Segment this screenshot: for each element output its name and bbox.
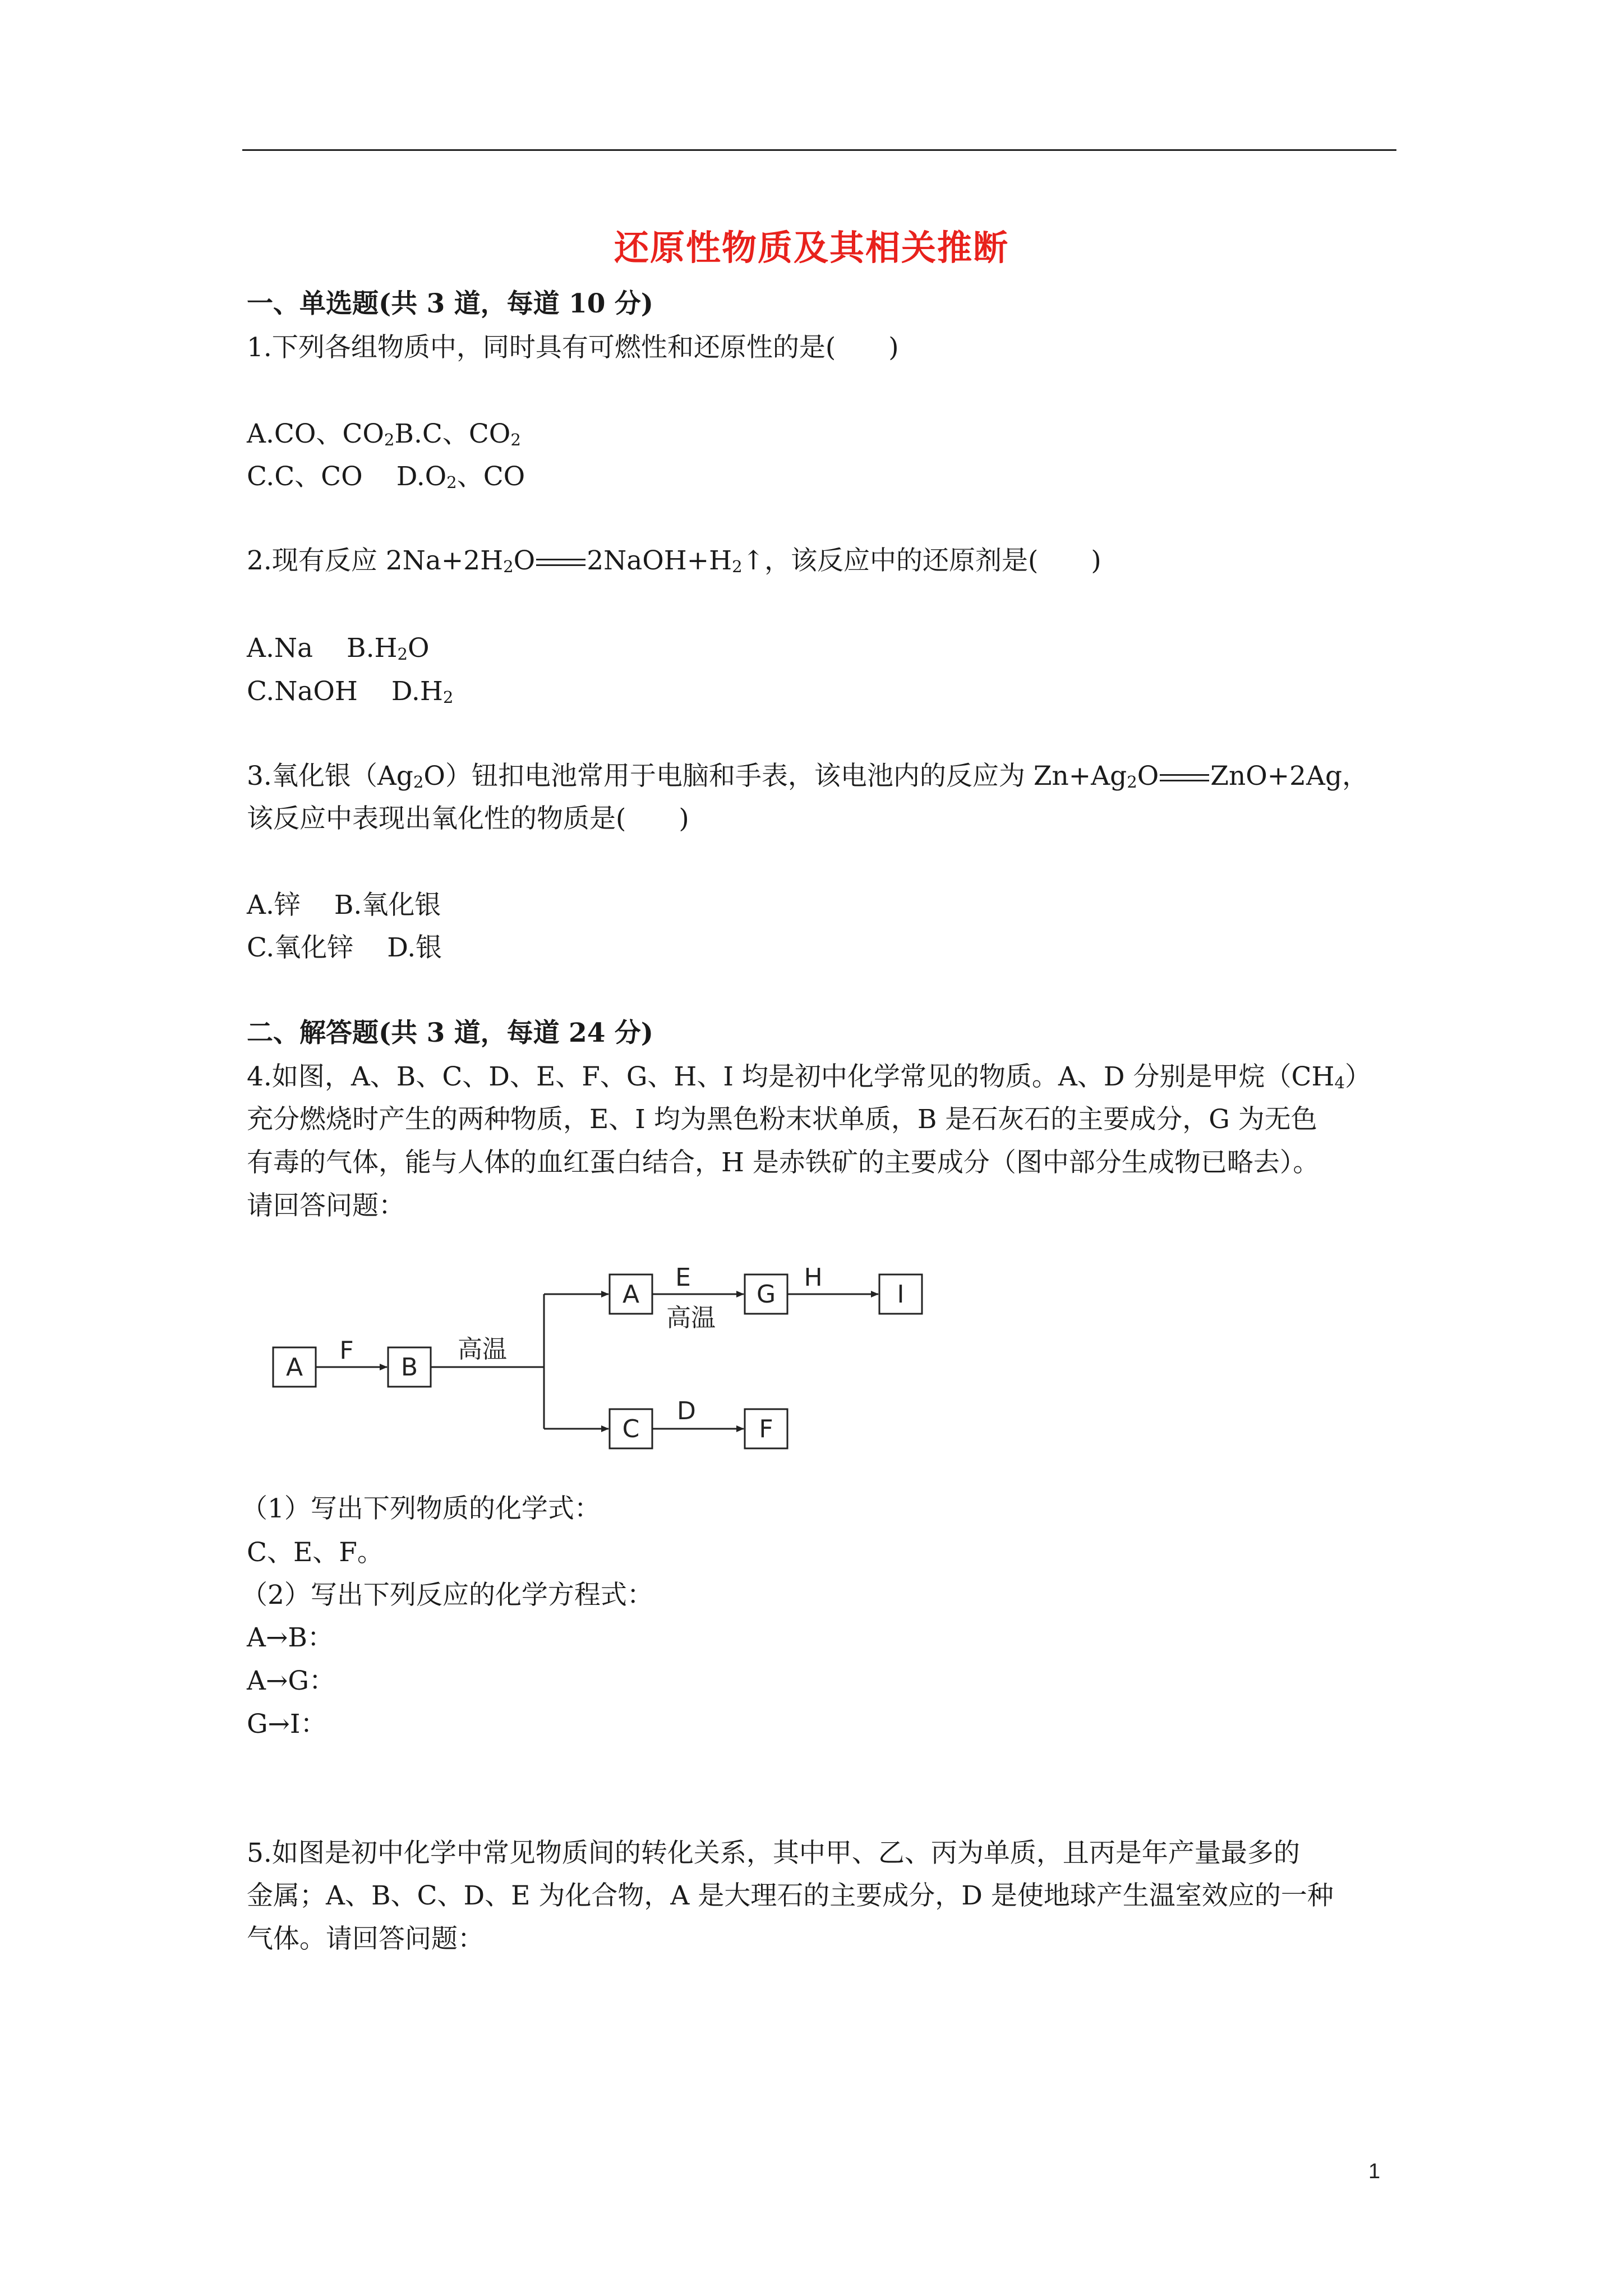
label-arrow-d: D	[677, 1397, 696, 1425]
option-b: B.C、$CO_2$	[394, 418, 521, 450]
option-d: $D.O_2$、CO	[396, 461, 525, 493]
option-b: $B.H_2O$	[347, 633, 430, 664]
equals-sign	[536, 559, 585, 567]
label-box-f: F	[759, 1415, 773, 1443]
option-b: B.氧化银	[334, 890, 441, 921]
question-2-stem: 2.现有反应 $2Na+2H_2O$ $2NaOH+H_2↑$，该反应中的还原剂是( )	[247, 545, 1101, 577]
option-c: C.氧化锌	[247, 932, 354, 963]
option-d: D.银	[387, 932, 442, 963]
question-1-options-cd	[247, 460, 525, 499]
option-a: A.CO、$CO_2$	[247, 418, 395, 450]
label-box-a2: A	[622, 1280, 640, 1309]
question-3-stem-line2: 该反应中表现出氧化性的物质是( )	[247, 803, 689, 834]
section-heading-1: 一、单选题(共 3 道，每道 10 分)	[247, 288, 654, 319]
question-3-options-cd	[247, 931, 442, 965]
question-5-line3: 气体。请回答问题：	[247, 1924, 484, 1954]
question-5-line1: 5.如图是初中化学中常见物质间的转化关系，其中甲、乙、丙为单质，且丙是年产量最多的	[247, 1838, 1300, 1869]
option-c: C.C、CO	[247, 461, 363, 492]
question-4-part2: （2）写出下列反应的化学方程式：	[241, 1580, 653, 1611]
label-arrow-e: E	[675, 1263, 691, 1292]
question-4-line1: 4.如图，A、B、C、D、E、F、G、H、I 均是初中化学常见的物质。A、D 分别是甲烷$(CH_4)$	[247, 1061, 1371, 1093]
label-high-temp-1: 高温	[458, 1335, 507, 1364]
option-c: C.NaOH	[247, 676, 358, 707]
label-box-c: C	[622, 1415, 640, 1443]
label-high-temp-2: 高温	[666, 1304, 716, 1332]
question-2-options-ab	[247, 632, 430, 671]
question-3-stem-line1: 3.氧化银$(Ag_2O)$钮扣电池常用于电脑和手表，该电池内的反应为 $Zn+Ag_2O$ ZnO+2Ag，	[247, 761, 1369, 792]
question-1-stem: 1.下列各组物质中，同时具有可燃性和还原性的是( )	[247, 332, 899, 363]
option-d: $D.H_2$	[391, 676, 454, 707]
reaction-a-b: A→B：	[247, 1622, 334, 1653]
section-heading-2: 二、解答题(共 3 道，每道 24 分)	[247, 1018, 654, 1048]
label-arrow-f: F	[339, 1336, 354, 1365]
label-box-b: B	[400, 1353, 418, 1382]
label-arrow-h: H	[804, 1263, 823, 1292]
page-number: 1	[1368, 2160, 1381, 2183]
question-4-answer1: C、E、F。	[247, 1537, 384, 1568]
label-box-a1: A	[285, 1353, 303, 1382]
reaction-flow-diagram	[264, 1251, 937, 1487]
question-2-options-cd	[247, 675, 453, 714]
question-4-line2: 充分燃烧时产生的两种物质，E、I 均为黑色粉末状单质，B 是石灰石的主要成分，G 为无色	[247, 1104, 1317, 1135]
page-title: 还原性物质及其相关推断	[614, 227, 1009, 268]
question-4-part1: （1）写出下列物质的化学式：	[241, 1493, 601, 1524]
question-5-line2: 金属；A、B、C、D、E 为化合物，A 是大理石的主要成分，D 是使地球产生温室效应的一种	[247, 1880, 1334, 1911]
label-box-g: G	[756, 1280, 776, 1309]
question-3-options-ab	[247, 889, 441, 922]
reaction-a-g: A→G：	[247, 1665, 335, 1696]
question-1-options-ab	[247, 417, 521, 457]
option-a: A.锌	[247, 890, 301, 921]
question-4-line4: 请回答问题：	[247, 1190, 405, 1221]
reaction-g-i: G→I：	[247, 1709, 327, 1740]
label-box-i: I	[897, 1280, 905, 1309]
header-rule	[242, 149, 1396, 151]
option-a: A.Na	[247, 633, 313, 664]
question-4-line3: 有毒的气体，能与人体的血红蛋白结合，H 是赤铁矿的主要成分（图中部分生成物已略去）。	[247, 1147, 1320, 1178]
equals-sign	[1160, 774, 1209, 782]
